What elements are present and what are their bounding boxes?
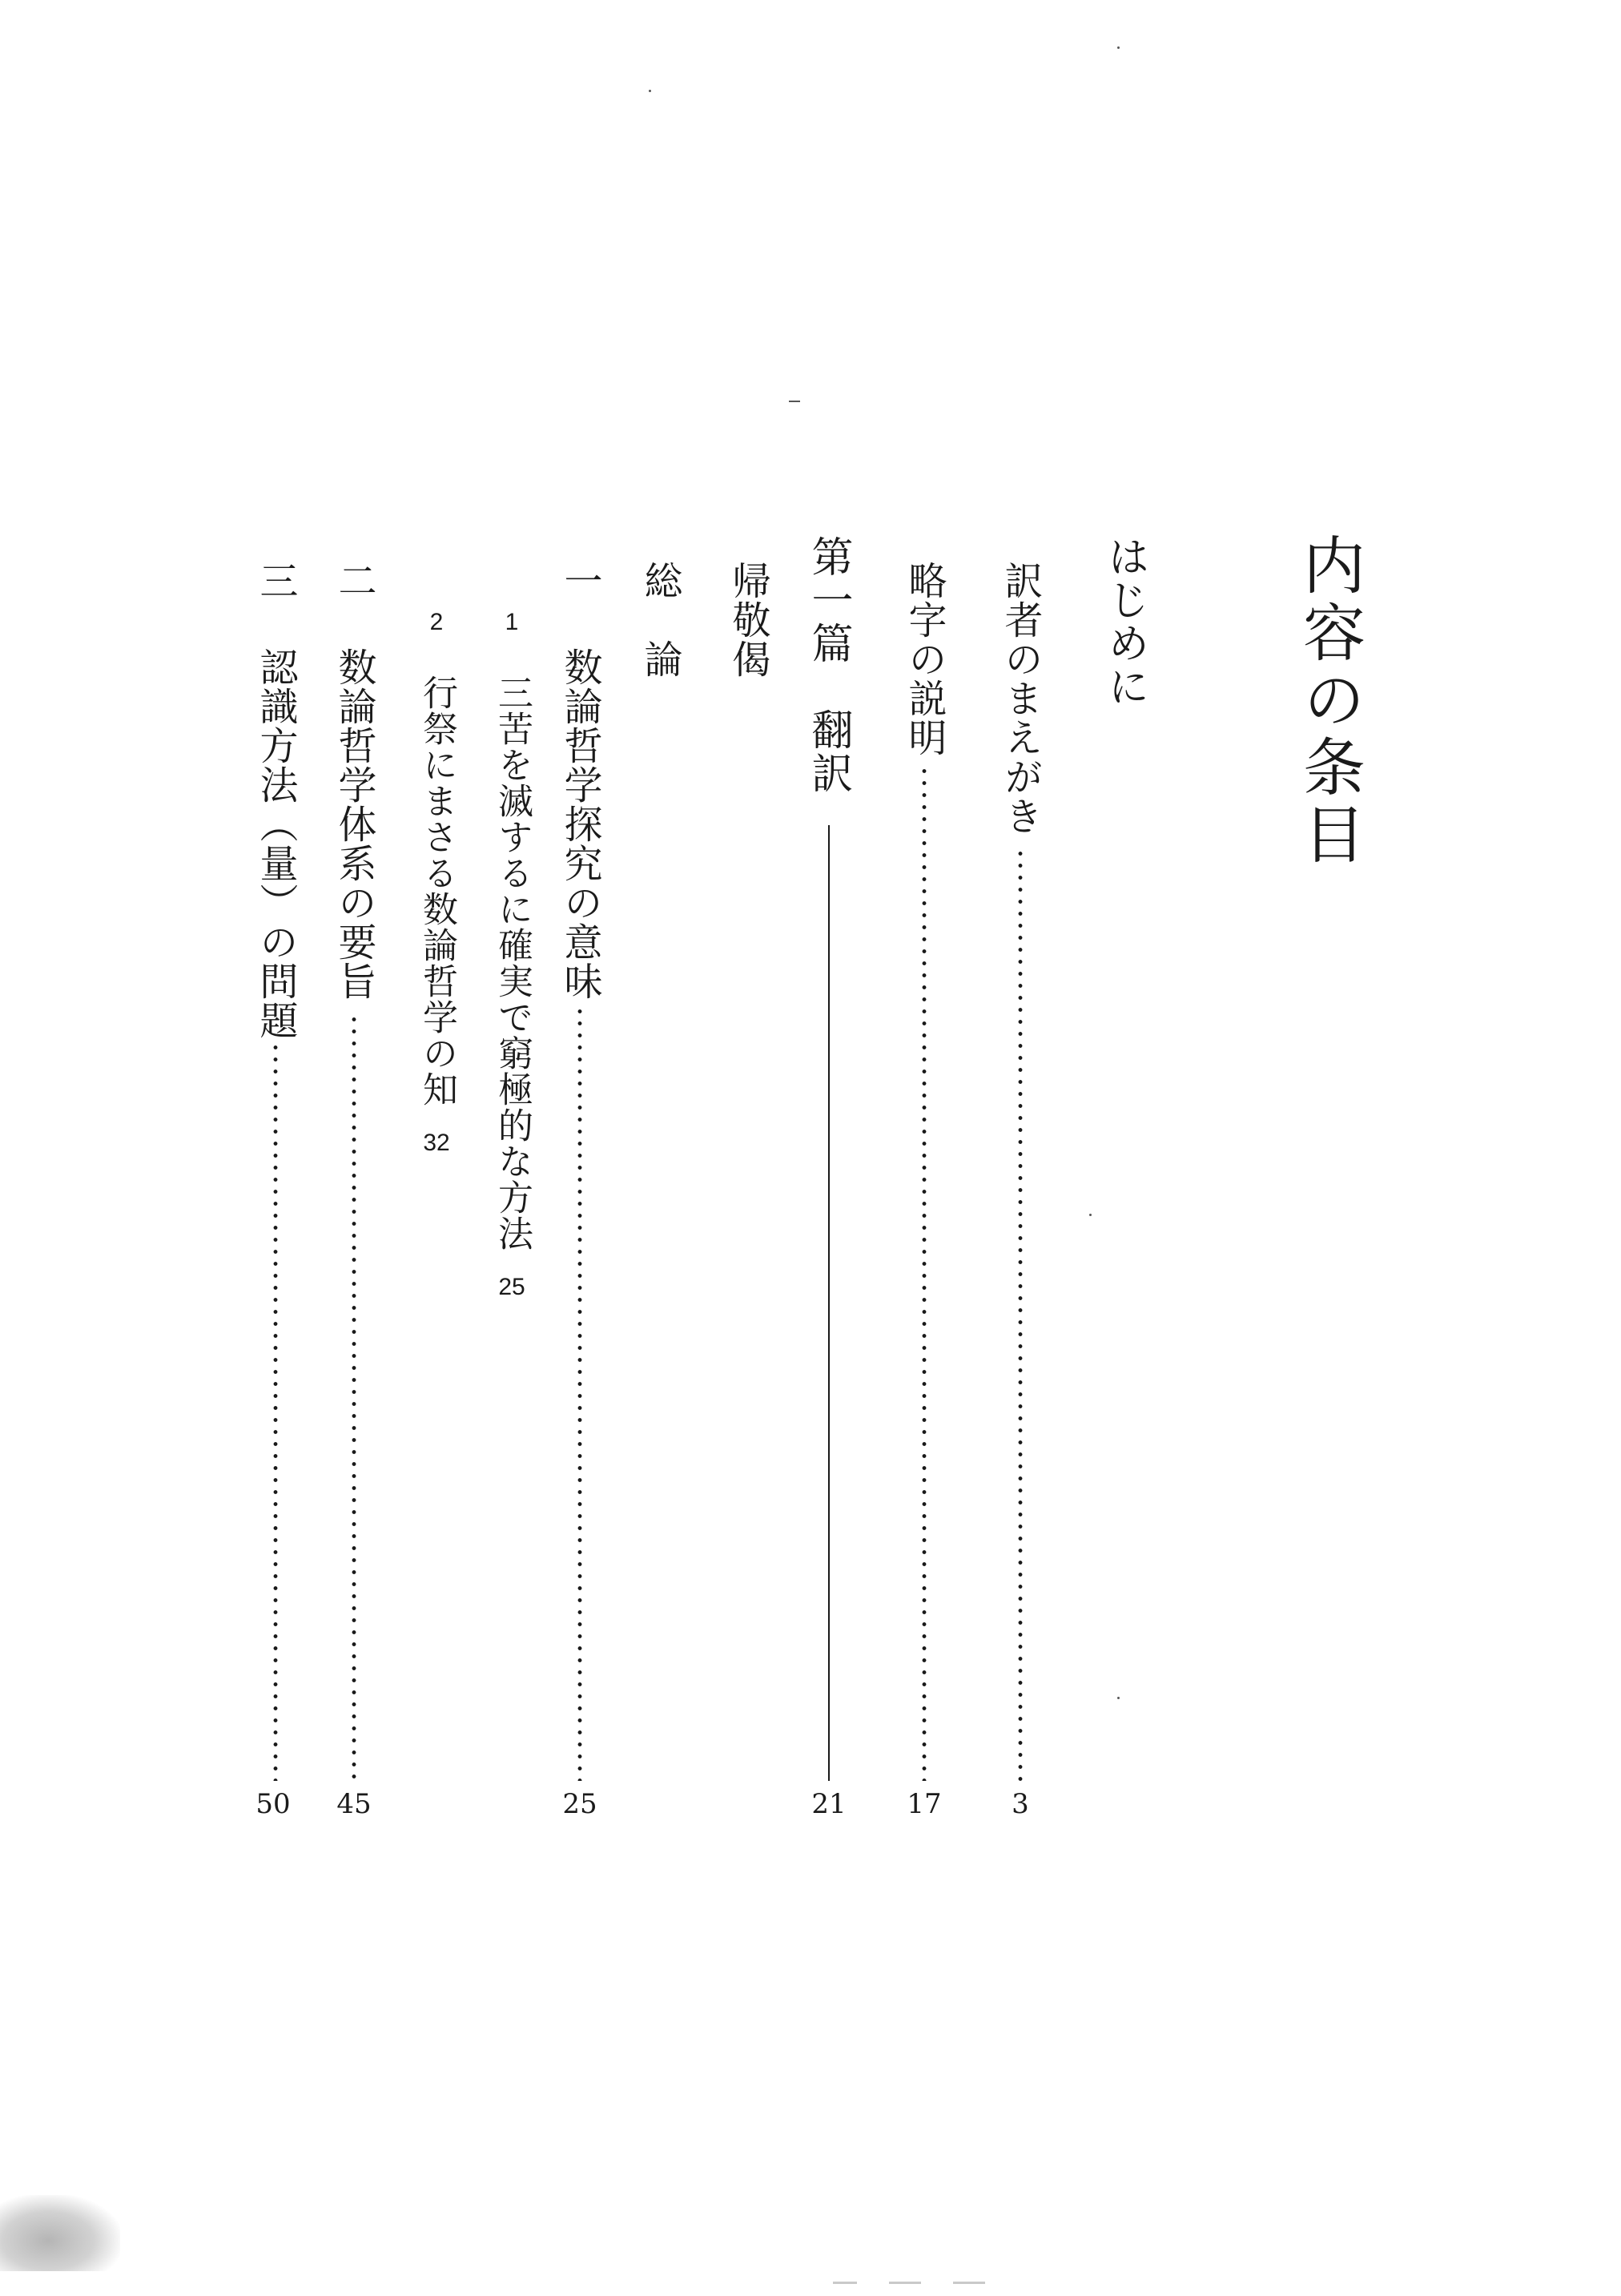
- scan-mark: [833, 2282, 857, 2284]
- toc-sec3-label: 認識方法（量）の問題: [253, 647, 298, 1040]
- toc-sub2-label: 行祭にまさる数論哲学の知: [416, 675, 457, 1107]
- toc-sub1-page: 25: [498, 1274, 525, 1300]
- toc-part1-page: 21: [811, 1788, 847, 1820]
- toc-hajimeni: はじめに: [1100, 535, 1148, 708]
- toc-translator-preface-label: 訳者のまえがき: [998, 561, 1043, 836]
- scan-speck: [1117, 1697, 1120, 1699]
- toc-sec3-page: 50: [255, 1788, 291, 1820]
- toc-translator-preface-page: 3: [1012, 1788, 1029, 1820]
- toc-leader-dots: [352, 1013, 356, 1781]
- toc-abbreviations-page: 17: [907, 1788, 942, 1820]
- scan-mark: [889, 2282, 921, 2284]
- toc-sub1-number: 1: [505, 609, 519, 635]
- page-title: 内容の条目: [1293, 533, 1365, 869]
- scan-speck: [1117, 46, 1120, 49]
- scan-mark: [789, 401, 800, 402]
- toc-sec1-number: 一: [557, 561, 602, 600]
- toc-sec2-page: 45: [336, 1788, 372, 1820]
- scan-speck: [649, 90, 651, 92]
- toc-part1-label: 第一篇 翻訳: [804, 535, 852, 795]
- toc-leader-rule: [828, 825, 830, 1781]
- toc-sec3-number: 三: [253, 561, 298, 600]
- toc-abbreviations-label: 略字の説明: [902, 561, 947, 757]
- toc-leader-dots: [273, 1041, 278, 1781]
- scan-speck: [1089, 1214, 1092, 1216]
- toc-kikyoge: 帰敬偈: [726, 561, 770, 679]
- scan-mark: [953, 2282, 985, 2284]
- scan-smudge: [0, 2195, 120, 2271]
- toc-leader-dots: [577, 1005, 582, 1781]
- toc-sec2-label: 数論哲学体系の要旨: [332, 647, 376, 1001]
- toc-sub2-number: 2: [429, 609, 444, 635]
- toc-sec1-page: 25: [562, 1788, 597, 1820]
- toc-sec2-number: 二: [332, 561, 376, 600]
- toc-sec1-label: 数論哲学探究の意味: [557, 647, 602, 1001]
- toc-sub2-page: 32: [423, 1130, 450, 1156]
- toc-soron: 総 論: [638, 561, 682, 679]
- toc-leader-dots: [1018, 848, 1023, 1781]
- toc-sub1-label: 三苦を滅するに確実で窮極的な方法: [492, 675, 533, 1251]
- toc-leader-dots: [922, 765, 927, 1781]
